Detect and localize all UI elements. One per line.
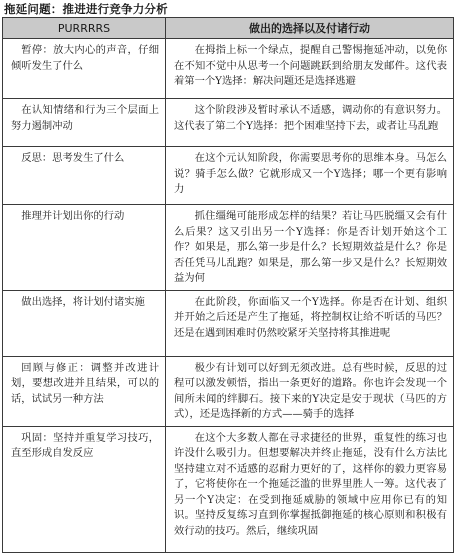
stage-cell: 暂停：放大内心的声音，仔细倾听发生了什么 xyxy=(3,39,166,99)
stage-cell: 推理并计划出你的行动 xyxy=(3,205,166,291)
table-row xyxy=(3,39,454,99)
action-cell: 在这个大多数人都在寻求捷径的世界，重复性的练习也许没什么吸引力。但想要解决并终止拖延，没有什么方法比坚持建立对不适感的忍耐力更好的了，这样你的毅力更容易了，它将使你在一个拖延泛滥的世界里胜人一筹。这代表了另一个Y决定：在受到拖延威胁的领域中应用你已有的知识。坚持反复练习直到你掌握抵御拖延的核心原则和积极有效行动的技巧。然后，继续巩固 xyxy=(166,426,454,552)
table-header-row xyxy=(3,18,454,39)
table-row xyxy=(3,99,454,147)
table-row xyxy=(3,426,454,552)
action-cell: 在这个元认知阶段，你需要思考你的思维本身。马怎么说？骑手怎么做？它就形成又一个Y选择；哪一个更有影响力 xyxy=(166,147,454,205)
action-cell: 极少有计划可以好到无须改进。总有些时候，反思的过程可以激发顿悟，指出一条更好的道路。你也许会发现一个间所未闻的绊脚石。接下来的Y决定是安于现状（马匹的方式），还是选择新的方式——骑手的选择 xyxy=(166,356,454,426)
procrastination-table xyxy=(2,17,454,553)
page-title: 拖延问题：推进进行竞争力分析 xyxy=(4,2,168,16)
stage-cell: 回顾与修正：调整并改进计划，要想改进并且结果，可以的话，试试另一种方法 xyxy=(3,356,166,426)
action-cell: 抓住缰绳可能形成怎样的结果？若让马匹脱缰又会有什么后果？这又引出另一个Y选择：你是否计划开始这个工作？如果是，那么第一步是什么？长短期效益是什么？你是否任凭马儿乱跑？如果是，那么第一步又是什么？长短期效益为何 xyxy=(166,205,454,291)
table-row xyxy=(3,147,454,205)
header-choices-actions: 做出的选择以及付诸行动 xyxy=(166,18,454,39)
stage-cell: 反思：思考发生了什么 xyxy=(3,147,166,205)
action-cell: 这个阶段涉及暂时承认不适感，调动你的有意识努力。这代表了第二个Y选择：把个困难坚持下去，或者让马乱跑 xyxy=(166,99,454,147)
stage-cell: 在认知情绪和行为三个层面上努力遏制冲动 xyxy=(3,99,166,147)
header-purrrrs: PURRRRS xyxy=(3,18,166,39)
table-row xyxy=(3,356,454,426)
action-cell: 在拇指上标一个绿点，提醒自己警惕拖延冲动，以免你在不知不觉中从思考一个问题跳跃到给朋友发邮件。这代表着第一个Y选择：解决问题还是选择逃避 xyxy=(166,39,454,99)
stage-cell: 做出选择，将计划付诸实施 xyxy=(3,290,166,356)
table-row xyxy=(3,290,454,356)
stage-cell: 巩固：坚持并重复学习技巧，直至形成自发反应 xyxy=(3,426,166,552)
action-cell: 在此阶段，你面临又一个Y选择。你是否在计划、组织并开始之后还是产生了拖延，将控制权让给不听话的马匹？还是在遇到困难时仍然咬紧牙关坚持将其推进呢 xyxy=(166,290,454,356)
table-row xyxy=(3,205,454,291)
